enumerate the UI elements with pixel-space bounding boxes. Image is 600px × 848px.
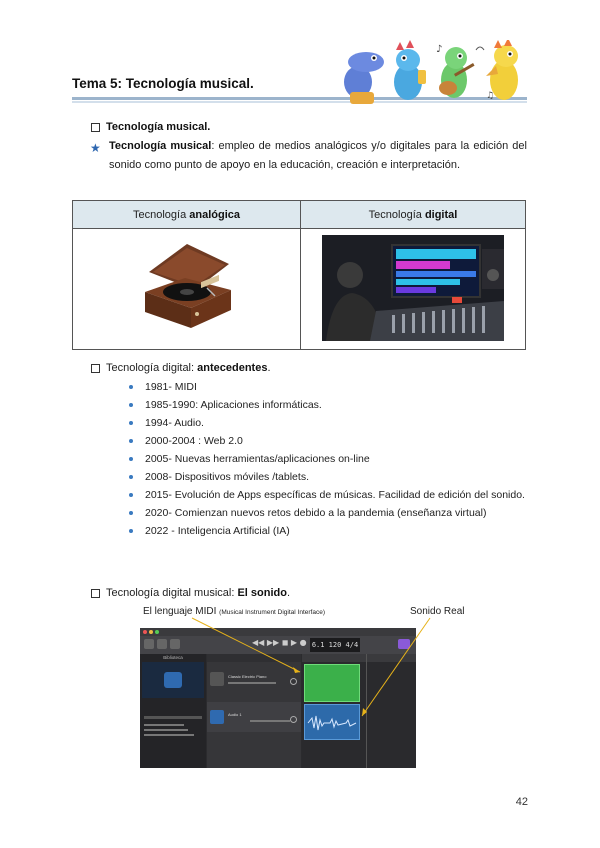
track-name-midi: Classic Electric Piano <box>228 674 267 679</box>
list-item: 2005- Nuevas herramientas/aplicaciones on-line <box>127 450 527 468</box>
transport-controls[interactable]: ◀◀ ▶▶ ◼ ▶ ● <box>252 638 307 647</box>
list-item: 2015- Evolución de Apps específicas de músicas. Facilidad de edición del sonido. <box>127 486 527 504</box>
section-heading-antecedents: Tecnología digital: antecedentes. <box>91 360 271 376</box>
lcd-display: 6.1 120 4/4 <box>310 638 360 652</box>
table-header-analog: Tecnología analógica <box>73 201 301 229</box>
midi-caption: El lenguaje MIDI (Musical Instrument Digital Interface) <box>143 606 325 617</box>
svg-text:♪: ♪ <box>436 44 443 55</box>
real-sound-caption: Sonido Real <box>410 606 465 617</box>
list-item: 2020- Comienzan nuevos retos debido a la pandemia (enseñanza virtual) <box>127 504 527 522</box>
list-item: 1985-1990: Aplicaciones informáticas. <box>127 396 527 414</box>
list-item: 2022 - Inteligencia Artificial (IA) <box>127 522 527 540</box>
page-title: Tema 5: Tecnología musical. <box>72 76 254 91</box>
library-title: Biblioteca <box>163 655 183 660</box>
star-bullet-icon: ★ <box>90 141 101 155</box>
list-item: 2000-2004 : Web 2.0 <box>127 432 527 450</box>
definition-text: : empleo de medios analógicos y/o digitales para la edición del sonido como punto de apoyo en la educación, creación e interpretación. <box>109 140 527 171</box>
section-heading-musical-technology: Tecnología musical. <box>91 119 210 135</box>
definition-term: Tecnología musical <box>109 140 212 152</box>
page-number: 42 <box>515 796 528 808</box>
section-heading-sound: Tecnología digital musical: El sonido. <box>91 585 290 601</box>
list-item: 2008- Dispositivos móviles /tablets. <box>127 468 527 486</box>
table-header-digital: Tecnología digital <box>301 201 526 229</box>
list-item: 1994- Audio. <box>127 414 527 432</box>
svg-text:♫: ♫ <box>486 91 495 101</box>
track-name-audio: Audio 1 <box>228 712 242 717</box>
list-item: 1981- MIDI <box>127 378 527 396</box>
